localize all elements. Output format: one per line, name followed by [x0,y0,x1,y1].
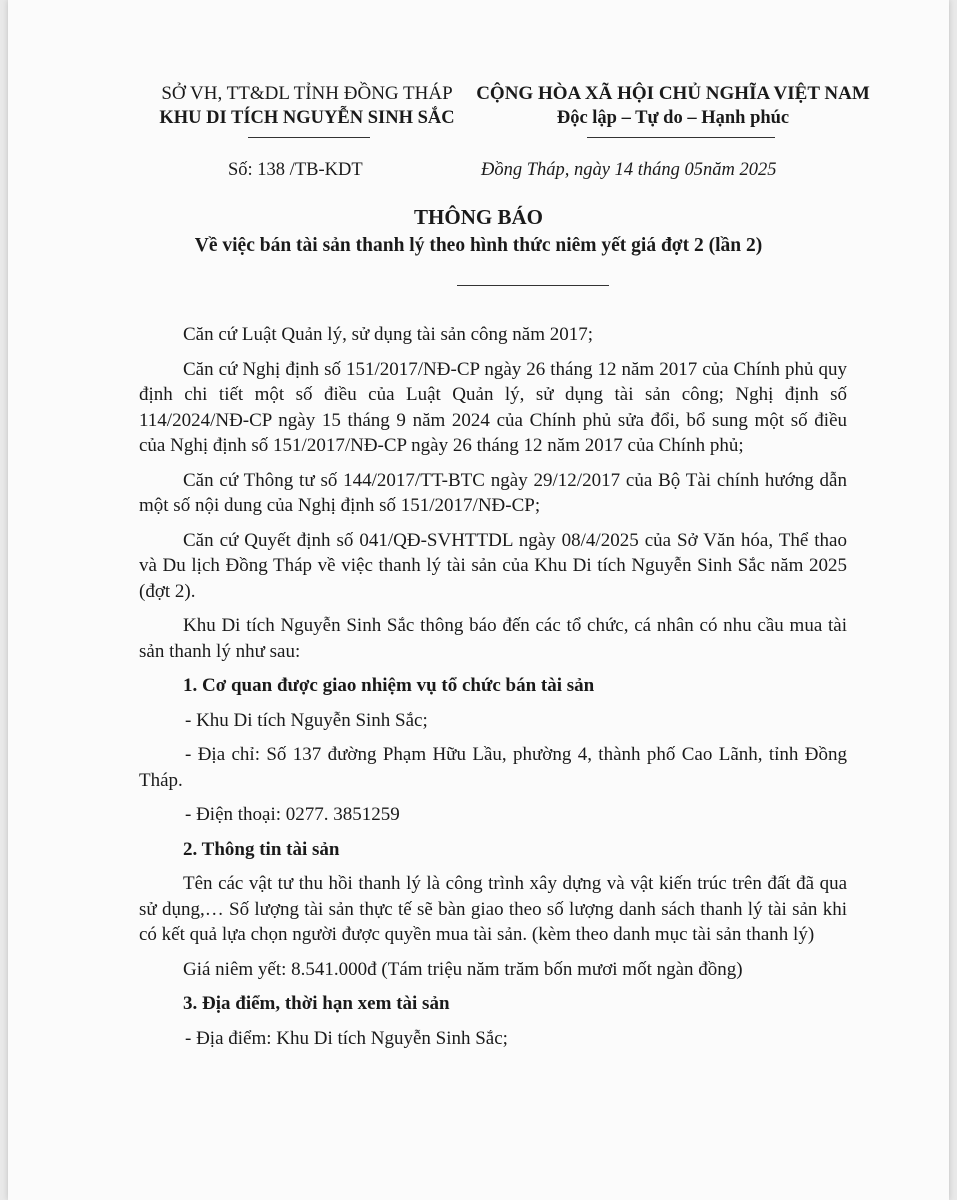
title-underline [457,285,609,286]
agency-underline [248,137,370,138]
issuing-agency: KHU DI TÍCH NGUYỄN SINH SẮC [159,108,455,128]
legal-basis-paragraph: Căn cứ Thông tư số 144/2017/TT-BTC ngày 29/12/2017 của Bộ Tài chính hướng dẫn một số nội dung của Nghị định số 151/2017/NĐ-CP; [139,469,847,516]
section-heading: 1. Cơ quan được giao nhiệm vụ tổ chức bán tài sản [183,675,595,696]
motto-underline [587,137,775,138]
announcement-intro: Khu Di tích Nguyễn Sinh Sắc thông báo đến các tổ chức, cá nhân có nhu cầu mua tài sản thanh lý như sau: [139,615,847,662]
parent-agency: SỞ VH, TT&DL TỈNH ĐỒNG THÁP [161,83,453,104]
list-item: - Địa điểm: Khu Di tích Nguyễn Sinh Sắc; [185,1027,508,1049]
document-subtitle: Về việc bán tài sản thanh lý theo hình thức niêm yết giá đợt 2 (lần 2) [194,235,763,256]
document-page [8,0,949,1200]
listed-price: Giá niêm yết: 8.541.000đ (Tám triệu năm trăm bốn mươi mốt ngàn đồng) [183,958,743,980]
section-heading: 3. Địa điểm, thời hạn xem tài sản [183,993,450,1014]
list-item: - Điện thoại: 0277. 3851259 [185,804,400,825]
legal-basis-paragraph: Căn cứ Quyết định số 041/QĐ-SVHTTDL ngày 08/4/2025 của Sở Văn hóa, Thể thao và Du lịch Đồng Tháp về việc thanh lý tài sản của Khu Di tích Nguyễn Sinh Sắc năm 2025 (đợt 2). [139,529,847,602]
list-item: - Địa chỉ: Số 137 đường Phạm Hữu Lầu, phường 4, thành phố Cao Lãnh, tỉnh Đồng Tháp. [139,744,847,791]
document-date: Đồng Tháp, ngày 14 tháng 05năm 2025 [481,160,777,180]
national-motto: Độc lập – Tự do – Hạnh phúc [556,108,790,128]
issuing-agency-block [142,82,472,130]
document-title: THÔNG BÁO [414,205,543,229]
document-number: Số: 138 /TB-KDT [228,160,363,180]
national-motto-block [474,82,872,130]
list-item: - Khu Di tích Nguyễn Sinh Sắc; [185,709,428,731]
asset-description: Tên các vật tư thu hồi thanh lý là công trình xây dựng và vật kiến trúc trên đất đã qua sử dụng,… Số lượng tài sản thực tế sẽ bàn giao theo số lượng danh sách thanh lý tài sản khi có kết quả lựa chọn người được quyền mua tài sản. (kèm theo danh mục tài sản thanh lý) [139,873,847,945]
national-name: CỘNG HÒA XÃ HỘI CHỦ NGHĨA VIỆT NAM [476,83,870,104]
legal-basis-paragraph: Căn cứ Luật Quản lý, sử dụng tài sản công năm 2017; [183,324,594,345]
section-heading: 2. Thông tin tài sản [183,838,340,860]
document-body [139,322,847,1060]
legal-basis-paragraph: Căn cứ Nghị định số 151/2017/NĐ-CP ngày 26 tháng 12 năm 2017 của Chính phủ quy định chi tiết một số điều của Luật Quản lý, sử dụng tài sản công; Nghị định số 114/2024/NĐ-CP ngày 15 tháng 9 năm 2024 của Chính phủ sửa đổi, bổ sung một số điều của Nghị định số 151/2017/NĐ-CP ngày 26 tháng 12 năm 2017 của Chính phủ; [139,358,847,456]
